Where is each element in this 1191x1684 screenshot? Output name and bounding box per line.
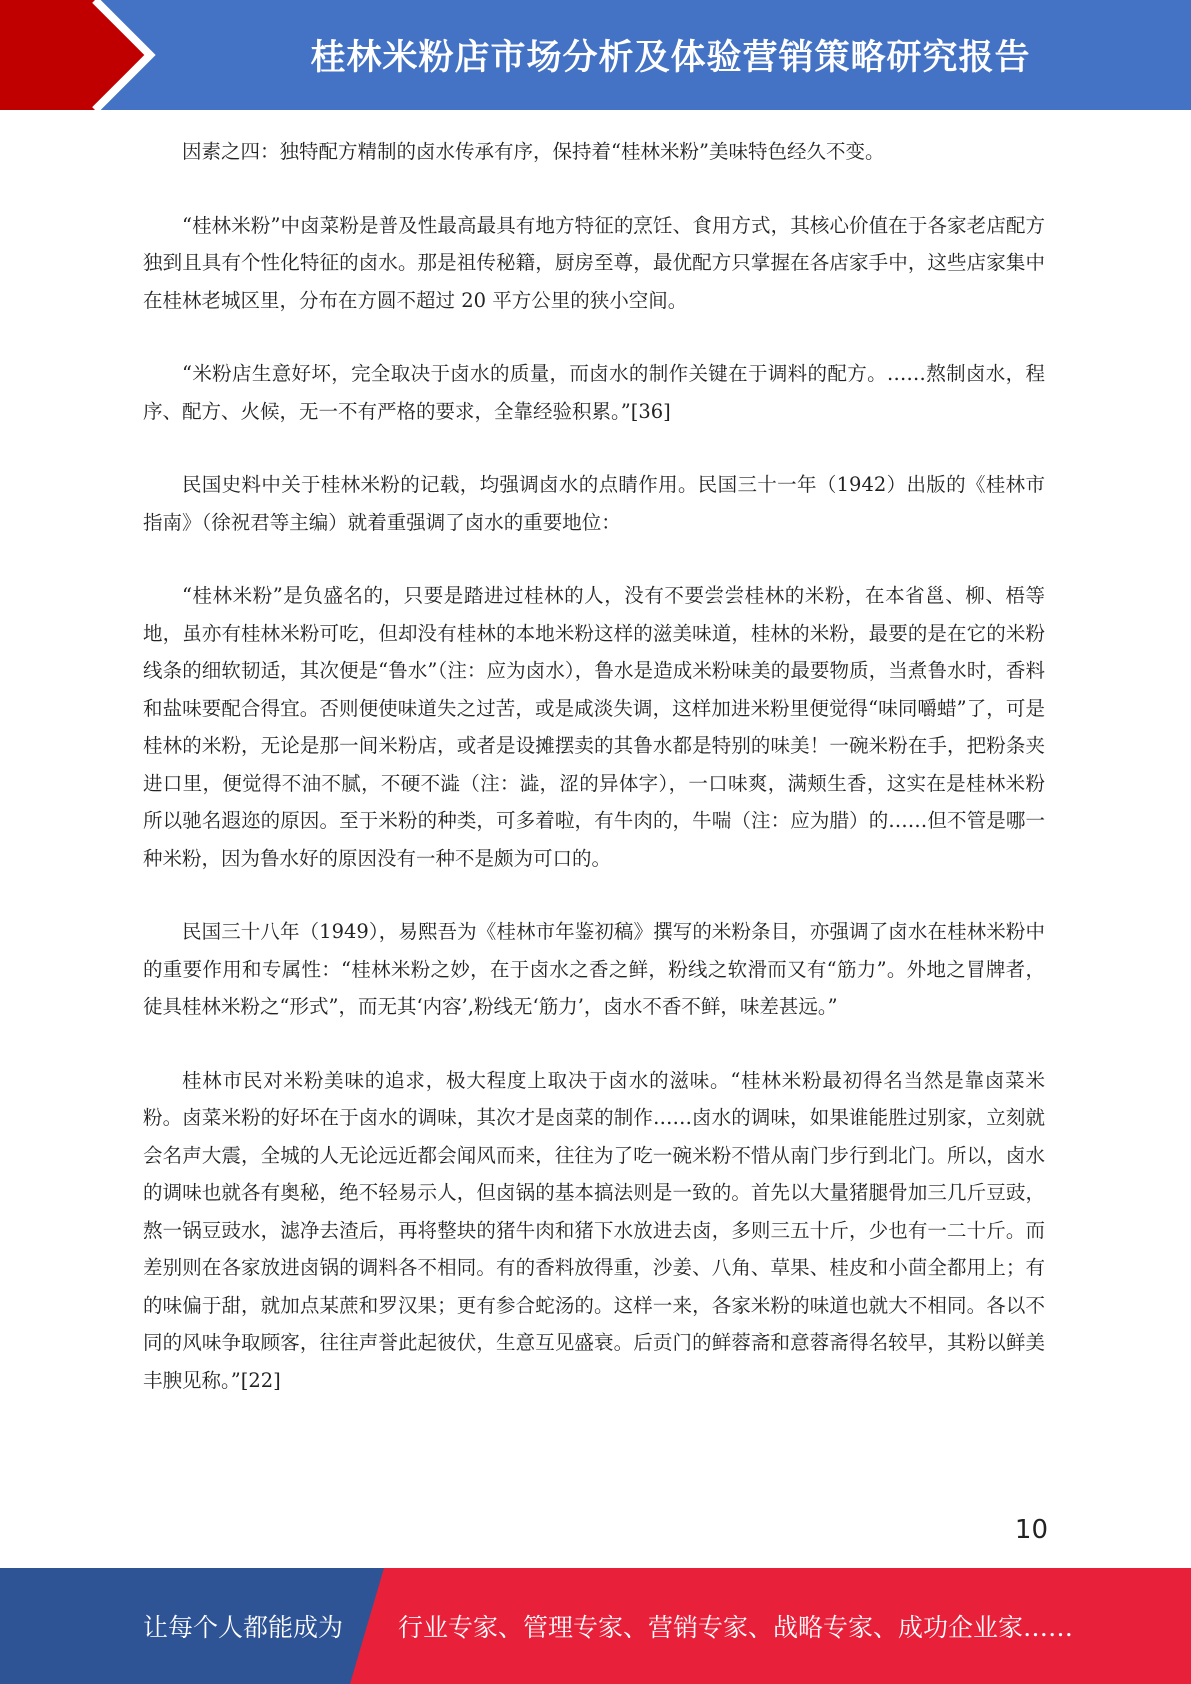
page-number: 10 [1014, 1515, 1048, 1545]
paragraph-core-value: “桂林米粉”中卤菜粉是普及性最高最具有地方特征的烹饪、食用方式，其核心价值在于各家老店配方独到且具有个性化特征的卤水。那是祖传秘籍，厨房至尊，最优配方只掌握在各店家手中，这些店家集中在桂林老城区里，分布在方圆不超过 20 平方公里的狭小空间。 [143, 213, 1045, 312]
footer-slogan-right: 行业专家、管理专家、营销专家、战略专家、成功企业家…… [398, 1613, 1074, 1642]
report-title: 桂林米粉店市场分析及体验营销策略研究报告 [310, 38, 1031, 78]
paragraph-quote-brine: “米粉店生意好坏，完全取决于卤水的质量，而卤水的制作关键在于调料的配方。……熬制卤水，程序、配方、火候，无一不有严格的要求，全靠经验积累。”[36] [143, 362, 1045, 423]
page-footer [0, 1568, 1191, 1684]
paragraph-citizens-pursuit: 桂林市民对米粉美味的追求，极大程度上取决于卤水的滋味。“桂林米粉最初得名当然是靠卤菜米粉。卤菜米粉的好坏在于卤水的调味，其次才是卤菜的制作……卤水的调味，如果谁能胜过别家，立刻就会名声大震，全城的人无论远近都会闻风而来，往往为了吃一碗米粉不惜从南门步行到北门。所以，卤水的调味也就各有奥秘，绝不轻易示人，但卤锅的基本搞法则是一致的。首先以大量猪腿骨加三几斤豆豉，熬一锅豆豉水，滤净去渣后，再将整块的猪牛肉和猪下水放进去卤，多则三五十斤，少也有一二十斤。而差别则在各家放进卤锅的调料各不相同。有的香料放得重，沙姜、八角、草果、桂皮和小茴全都用上；有的味偏于甜，就加点某蔗和罗汉果；更有参合蛇汤的。这样一来，各家米粉的味道也就大不相同。各以不同的风味争取顾客，往往声誉此起彼伏，生意互见盛衰。后贡门的鲜蓉斋和意蓉斋得名较早，其粉以鲜美丰腴见称。”[22] [143, 1068, 1045, 1392]
paragraph-factor-four: 因素之四：独特配方精制的卤水传承有序，保持着“桂林米粉”美味特色经久不变。 [182, 140, 885, 163]
footer-slogan-left: 让每个人都能成为 [143, 1613, 344, 1642]
paragraph-guide-quote: “桂林米粉”是负盛名的，只要是踏进过桂林的人，没有不要尝尝桂林的米粉，在本省邕、柳、梧等地，虽亦有桂林米粉可吃，但却没有桂林的本地米粉这样的滋美味道，桂林的米粉，最要的是在它的米粉线条的细软韧适，其次便是“鲁水”（注：应为卤水），鲁水是造成米粉味美的最要物质，当煮鲁水时，香料和盐味要配合得宜。否则便使味道失之过苦，或是咸淡失调，这样加进米粉里便觉得“味同嚼蜡”了，可是桂林的米粉，无论是那一间米粉店，或者是设摊摆卖的其鲁水都是特别的味美！一碗米粉在手，把粉条夹进口里，便觉得不油不腻，不硬不澁（注：澁，涩的异体字），一口味爽，满颊生香，这实在是桂林米粉所以驰名遐迩的原因。至于米粉的种类，可多着啦，有牛肉的，牛喘（注：应为腊）的……但不管是哪一种米粉，因为鲁水好的原因没有一种不是颇为可口的。 [143, 584, 1045, 870]
body-text [143, 133, 1045, 1435]
page-header [0, 0, 1191, 110]
paragraph-historical-records: 民国史料中关于桂林米粉的记载，均强调卤水的点睛作用。民国三十一年（1942）出版的《桂林市指南》（徐祝君等主编）就着重强调了卤水的重要地位： [143, 473, 1045, 534]
paragraph-yearbook: 民国三十八年（1949），易熙吾为《桂林市年鉴初稿》撰写的米粉条目，亦强调了卤水在桂林米粉中的重要作用和专属性：“桂林米粉之妙，在于卤水之香之鲜，粉线之软滑而又有“筋力”。外地之冒牌者，徒具桂林米粉之“形式”，而无其‘内容’,粉线无‘筋力’，卤水不香不鲜，味差甚远。” [143, 920, 1045, 1018]
red-arrow-shape [0, 0, 150, 110]
